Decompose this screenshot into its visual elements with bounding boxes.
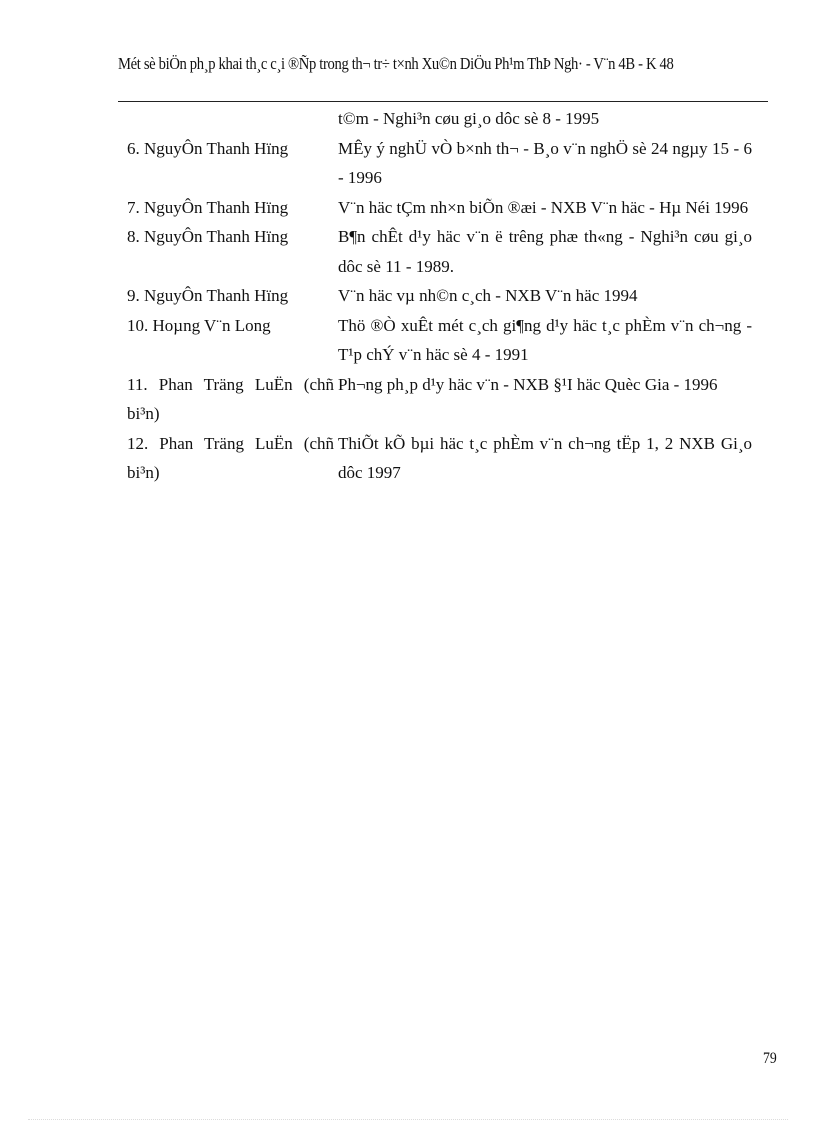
page-number: 79	[763, 1050, 777, 1067]
reference-item	[127, 193, 752, 223]
page-header	[118, 52, 768, 76]
reference-author	[127, 104, 338, 134]
footer-divider	[28, 1119, 788, 1120]
reference-item	[127, 370, 752, 429]
reference-author: 6. NguyÔn Thanh Hïng	[127, 138, 289, 158]
header-rule	[118, 101, 768, 102]
reference-list	[127, 104, 752, 488]
reference-item	[127, 134, 752, 193]
reference-author: 8. NguyÔn Thanh Hïng	[127, 227, 289, 246]
reference-title: Ph¬ng ph¸p d¹y häc v¨n - NXB §¹I häc Quèc Gia - 1996	[338, 374, 718, 394]
reference-title: Thö ®Ò xuÊt mét c¸ch gi¶ng d¹y häc t¸c phÈm v¨n ch¬ng - T¹p chÝ v¨n häc sè 4 - 1991	[338, 315, 752, 364]
reference-item	[127, 281, 752, 311]
reference-item	[127, 429, 752, 488]
reference-title: ThiÕt kÕ bµi häc t¸c phÈm v¨n ch¬ng tËp 1, 2 NXB Gi¸o dôc 1997	[338, 433, 752, 482]
header-text: Mét sè biÖn ph¸p khai th¸c c¸i ®Ñp trong th¬ tr÷ t×nh Xu©n DiÖu Ph¹m ThÞ Ngh· - V¨n 4B - K 48	[118, 54, 674, 73]
reference-item	[127, 104, 752, 134]
reference-item	[127, 222, 752, 281]
reference-item	[127, 311, 752, 370]
reference-author: 7. NguyÔn Thanh Hïng	[127, 197, 289, 217]
reference-author: 11. Phan Träng LuËn (chñ bi³n)	[127, 374, 334, 423]
reference-title: MÊy ý nghÜ vÒ b×nh th¬ - B¸o v¨n nghÖ sè 24 ngµy 15 - 6 - 1996	[338, 138, 752, 187]
reference-author: 9. NguyÔn Thanh Hïng	[127, 286, 289, 305]
reference-title: t©m - Nghi³n cøu gi¸o dôc sè 8 - 1995	[338, 109, 600, 128]
reference-author: 10. Hoµng V¨n Long	[127, 315, 271, 335]
reference-author: 12. Phan Träng LuËn (chñ bi³n)	[127, 433, 334, 482]
reference-title: V¨n häc vµ nh©n c¸ch - NXB V¨n häc 1994	[338, 286, 638, 305]
reference-title: V¨n häc tÇm nh×n biÕn ®æi - NXB V¨n häc - Hµ Néi 1996	[338, 197, 749, 217]
reference-title: B¶n chÊt d¹y häc v¨n ë trêng phæ th«ng - Nghi³n cøu gi¸o dôc sè 11 - 1989.	[338, 227, 752, 276]
